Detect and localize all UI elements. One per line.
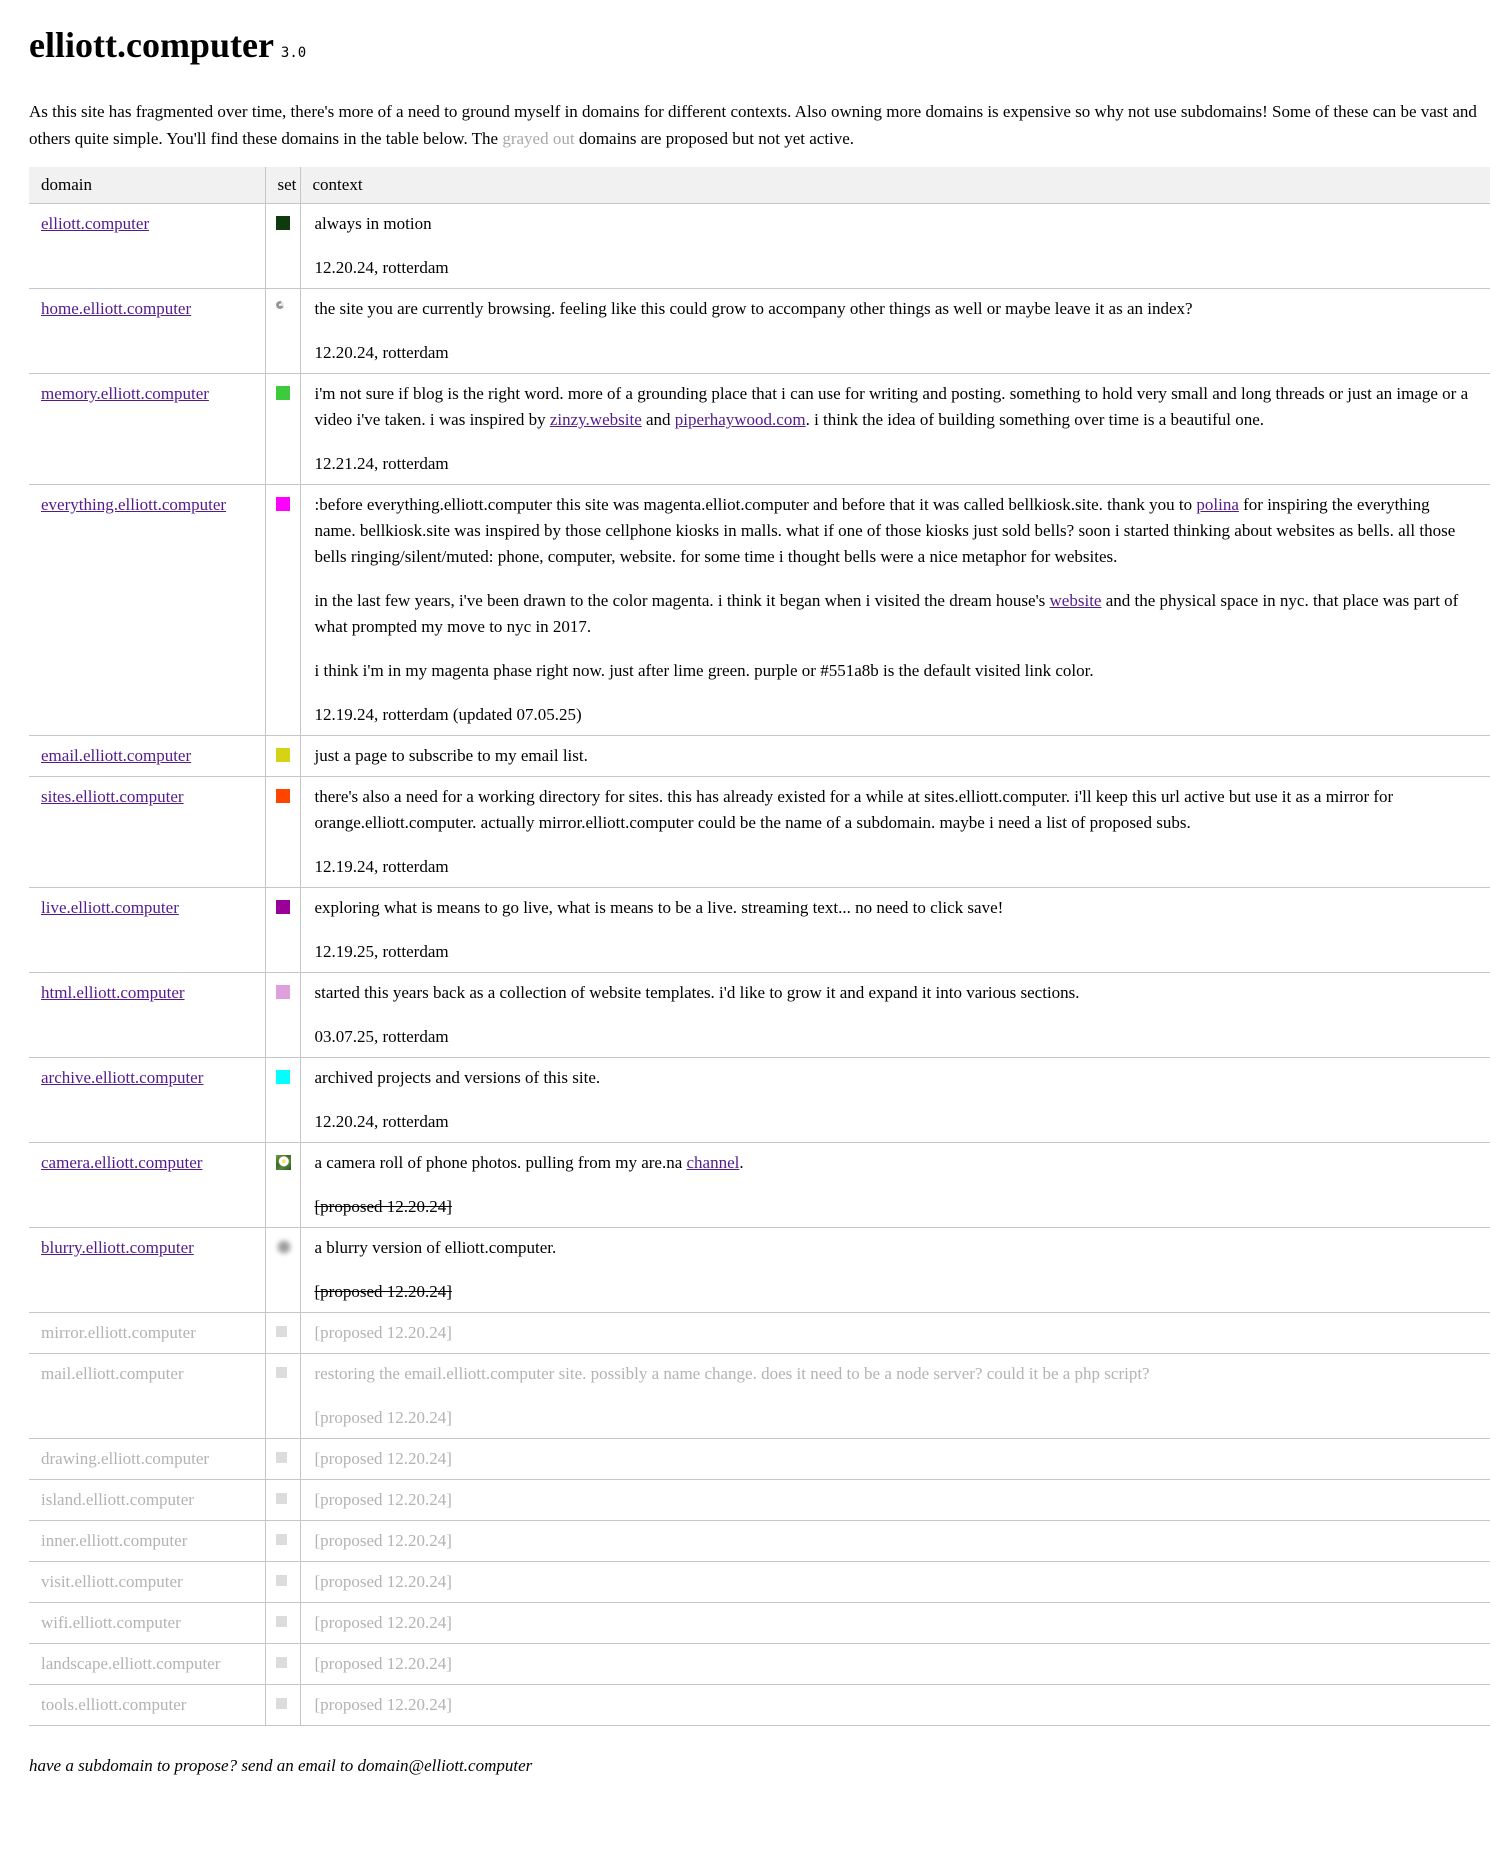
text-span: [proposed 12.20.24] xyxy=(314,1531,452,1551)
text-span: there's also a need for a working directory for sites. this has already existed for a while at sites.elliott.computer. i'll keep this url active but use it as a mirror for orange.elliott.computer. actually mirror.elliott.computer could be the name of a subdomain. maybe i need a list of proposed subs. xyxy=(314,787,1394,833)
text-span: . xyxy=(739,1153,744,1173)
domain-cell xyxy=(29,204,265,289)
context-text xyxy=(315,784,1475,836)
context-text xyxy=(315,1692,1475,1718)
domain-link[interactable]: home.elliott.computer xyxy=(41,299,192,319)
color-swatch-icon xyxy=(276,497,290,511)
text-span: 12.20.24, rotterdam xyxy=(314,343,449,363)
text-span: [proposed 12.20.24] xyxy=(314,1695,452,1715)
site-name: elliott.computer xyxy=(29,25,274,65)
set-cell xyxy=(265,1354,300,1439)
context-text xyxy=(315,296,1475,322)
context-cell xyxy=(300,777,1490,888)
text-span: restoring the email.elliott.computer site. possibly a name change. does it need to be a node server? could it be a php script? xyxy=(314,1364,1150,1384)
proposed-domain-label: drawing.elliott.computer xyxy=(41,1449,210,1469)
context-cell xyxy=(300,1644,1490,1685)
version-label: 3.0 xyxy=(280,45,307,61)
context-text xyxy=(315,1528,1475,1554)
domain-cell xyxy=(29,1058,265,1143)
text-span: and the physical space in nyc. that place was part of what prompted my move to nyc in 2017. xyxy=(314,591,1459,637)
set-cell xyxy=(265,1143,300,1228)
proposed-domain-label: mail.elliott.computer xyxy=(41,1364,184,1384)
context-text xyxy=(315,743,1475,769)
context-text xyxy=(315,1024,1475,1050)
domain-cell xyxy=(29,1439,265,1480)
table-row xyxy=(29,485,1490,736)
context-text xyxy=(315,1446,1475,1472)
context-cell xyxy=(300,1521,1490,1562)
proposed-domain-label: wifi.elliott.computer xyxy=(41,1613,181,1633)
text-span: 12.20.24, rotterdam xyxy=(314,1112,449,1132)
context-text xyxy=(315,1361,1475,1387)
context-cell xyxy=(300,1685,1490,1726)
set-cell xyxy=(265,1521,300,1562)
text-span: [proposed 12.20.24] xyxy=(314,1613,452,1633)
context-cell xyxy=(300,289,1490,374)
text-span: domains are proposed but not yet active. xyxy=(574,129,855,149)
context-text xyxy=(315,1405,1475,1431)
domain-link[interactable]: everything.elliott.computer xyxy=(41,495,227,515)
text-span: [proposed 12.20.24] xyxy=(314,1323,452,1343)
page-title xyxy=(29,24,1490,67)
table-row xyxy=(29,374,1490,485)
text-span: for inspiring the everything name. bellkiosk.site was inspired by those cellphone kiosks in malls. what if one of those kiosks just sold bells? soon i started thinking about websites as bells. all those bells ringing/silent/muted: phone, computer, website. for some time i thought bells were a nice metaphor for websites. xyxy=(314,495,1456,567)
color-swatch-icon xyxy=(276,900,290,914)
context-text xyxy=(315,939,1475,965)
text-span: [proposed 12.20.24] xyxy=(314,1490,452,1510)
domain-link[interactable]: email.elliott.computer xyxy=(41,746,192,766)
table-row xyxy=(29,1313,1490,1354)
context-cell xyxy=(300,1603,1490,1644)
context-cell xyxy=(300,973,1490,1058)
text-span: As this site has fragmented over time, there's more of a need to ground myself in domains for different contexts. Also owning more domains is expensive so why not use subdomains! Some of these can be vast and others quite simple. You'll find these domains in the table below. The xyxy=(29,102,1477,149)
text-span: always in motion xyxy=(314,214,432,234)
context-text xyxy=(315,702,1475,728)
color-swatch-icon xyxy=(276,386,290,400)
color-swatch-icon xyxy=(276,1698,287,1709)
grayed-out-sample: grayed out xyxy=(502,129,575,149)
domain-link[interactable]: elliott.computer xyxy=(41,214,150,234)
domain-link[interactable]: sites.elliott.computer xyxy=(41,787,184,807)
context-cell xyxy=(300,736,1490,777)
text-span: . i think the idea of building something over time is a beautiful one. xyxy=(805,410,1264,430)
proposed-domain-label: visit.elliott.computer xyxy=(41,1572,183,1592)
table-row xyxy=(29,973,1490,1058)
proposed-domain-label: inner.elliott.computer xyxy=(41,1531,188,1551)
domain-link[interactable]: archive.elliott.computer xyxy=(41,1068,204,1088)
inline-link[interactable]: website xyxy=(1049,591,1102,611)
context-text xyxy=(315,255,1475,281)
table-header-row xyxy=(29,167,1490,204)
color-swatch-icon xyxy=(276,1575,287,1586)
table-row xyxy=(29,1603,1490,1644)
set-cell xyxy=(265,289,300,374)
set-cell xyxy=(265,1603,300,1644)
color-swatch-icon xyxy=(276,1534,287,1545)
context-cell xyxy=(300,1143,1490,1228)
text-span: a camera roll of phone photos. pulling from my are.na xyxy=(314,1153,687,1173)
context-text xyxy=(315,1320,1475,1346)
table-row xyxy=(29,888,1490,973)
domain-cell xyxy=(29,1480,265,1521)
domain-cell xyxy=(29,1354,265,1439)
proposed-domain-label: mirror.elliott.computer xyxy=(41,1323,196,1343)
text-span: the site you are currently browsing. feeling like this could grow to accompany other things as well or maybe leave it as an index? xyxy=(314,299,1193,319)
color-swatch-icon xyxy=(276,789,290,803)
domain-link[interactable]: html.elliott.computer xyxy=(41,983,185,1003)
context-text xyxy=(315,1487,1475,1513)
inline-link[interactable]: zinzy.website xyxy=(549,410,642,430)
blurry-dot-icon xyxy=(276,1239,292,1255)
context-cell xyxy=(300,1228,1490,1313)
context-text xyxy=(315,1109,1475,1135)
table-row xyxy=(29,1354,1490,1439)
text-span: 03.07.25, rotterdam xyxy=(314,1027,449,1047)
context-text xyxy=(315,588,1475,640)
color-swatch-icon xyxy=(276,1493,287,1504)
column-header-set: set xyxy=(265,167,300,204)
context-cell xyxy=(300,1058,1490,1143)
domain-cell xyxy=(29,1644,265,1685)
color-swatch-icon xyxy=(276,1657,287,1668)
table-row xyxy=(29,1058,1490,1143)
flower-photo-icon xyxy=(276,1155,291,1170)
domain-cell xyxy=(29,888,265,973)
text-span: 12.19.25, rotterdam xyxy=(314,942,449,962)
color-swatch-icon xyxy=(276,1616,287,1627)
context-text xyxy=(315,658,1475,684)
table-row xyxy=(29,736,1490,777)
column-header-domain: domain xyxy=(29,167,265,204)
domain-cell xyxy=(29,1603,265,1644)
color-swatch-icon xyxy=(276,1070,290,1084)
text-span: [proposed 12.20.24] xyxy=(314,1654,452,1674)
domain-cell xyxy=(29,374,265,485)
table-row xyxy=(29,1143,1490,1228)
color-swatch-icon xyxy=(276,1367,287,1378)
domain-cell xyxy=(29,736,265,777)
proposed-domain-label: landscape.elliott.computer xyxy=(41,1654,221,1674)
set-cell xyxy=(265,1480,300,1521)
inline-link[interactable]: polina xyxy=(1196,495,1239,515)
context-text xyxy=(315,211,1475,237)
table-row xyxy=(29,777,1490,888)
proposed-stamp xyxy=(315,1194,1475,1220)
context-cell xyxy=(300,204,1490,289)
text-span: started this years back as a collection of website templates. i'd like to grow it and expand it into various sections. xyxy=(314,983,1080,1003)
set-cell xyxy=(265,485,300,736)
domain-cell xyxy=(29,1313,265,1354)
set-cell xyxy=(265,1313,300,1354)
text-span: i'm not sure if blog is the right word. more of a grounding place that i can use for writing and posting. something to hold very small and long threads or just an image or a video i've taken. i was inspired by xyxy=(314,384,1469,430)
domain-cell xyxy=(29,1228,265,1313)
inline-link[interactable]: piperhaywood.com xyxy=(674,410,806,430)
context-text xyxy=(315,1610,1475,1636)
context-cell xyxy=(300,888,1490,973)
text-span: i think i'm in my magenta phase right now. just after lime green. purple or #551a8b is the default visited link color. xyxy=(314,661,1094,681)
text-span: archived projects and versions of this site. xyxy=(314,1068,601,1088)
color-swatch-icon xyxy=(276,1326,287,1337)
table-row xyxy=(29,1562,1490,1603)
domain-cell xyxy=(29,1521,265,1562)
domain-cell xyxy=(29,1143,265,1228)
domain-cell xyxy=(29,485,265,736)
domains-table xyxy=(29,167,1490,1726)
text-span: exploring what is means to go live, what is means to be a live. streaming text... no need to click save! xyxy=(314,898,1004,918)
set-cell xyxy=(265,204,300,289)
context-cell xyxy=(300,1439,1490,1480)
domain-cell xyxy=(29,289,265,374)
table-row xyxy=(29,289,1490,374)
text-span: [proposed 12.20.24] xyxy=(314,1449,452,1469)
context-cell xyxy=(300,374,1490,485)
text-span: 12.19.24, rotterdam xyxy=(314,857,449,877)
domain-link[interactable]: camera.elliott.computer xyxy=(41,1153,203,1173)
table-row xyxy=(29,1480,1490,1521)
context-text xyxy=(315,1235,1475,1261)
footer-note: have a subdomain to propose? send an email to domain@elliott.computer xyxy=(29,1756,533,1776)
text-span: 12.19.24, rotterdam (updated 07.05.25) xyxy=(314,705,582,725)
context-text xyxy=(315,381,1475,433)
table-row xyxy=(29,1521,1490,1562)
context-cell xyxy=(300,1354,1490,1439)
context-text xyxy=(315,340,1475,366)
context-text xyxy=(315,1569,1475,1595)
proposed-domain-label: island.elliott.computer xyxy=(41,1490,194,1510)
set-cell xyxy=(265,1644,300,1685)
domain-link[interactable]: live.elliott.computer xyxy=(41,898,179,918)
table-row xyxy=(29,1228,1490,1313)
set-cell xyxy=(265,736,300,777)
set-cell xyxy=(265,973,300,1058)
intro-text xyxy=(29,98,1481,152)
text-span: just a page to subscribe to my email list. xyxy=(314,746,588,766)
set-cell xyxy=(265,1685,300,1726)
set-cell xyxy=(265,777,300,888)
context-text xyxy=(315,1065,1475,1091)
text-span: [proposed 12.20.24] xyxy=(314,1197,452,1217)
table-row xyxy=(29,1439,1490,1480)
table-row xyxy=(29,1685,1490,1726)
context-text xyxy=(315,1150,1475,1176)
domain-cell xyxy=(29,777,265,888)
domain-cell xyxy=(29,1685,265,1726)
context-text xyxy=(315,854,1475,880)
text-span: and xyxy=(641,410,675,430)
text-span: in the last few years, i've been drawn to the color magenta. i think it began when i visited the dream house's xyxy=(314,591,1050,611)
context-cell xyxy=(300,1313,1490,1354)
domain-link[interactable]: blurry.elliott.computer xyxy=(41,1238,194,1258)
text-span: a blurry version of elliott.computer. xyxy=(314,1238,557,1258)
domain-cell xyxy=(29,973,265,1058)
set-cell xyxy=(265,1562,300,1603)
proposed-domain-label: tools.elliott.computer xyxy=(41,1695,187,1715)
context-cell xyxy=(300,1562,1490,1603)
proposed-stamp xyxy=(315,1279,1475,1305)
inline-link[interactable]: channel xyxy=(686,1153,740,1173)
table-row xyxy=(29,204,1490,289)
set-cell xyxy=(265,1058,300,1143)
loading-spinner-icon xyxy=(274,300,284,310)
color-swatch-icon xyxy=(276,985,290,999)
domain-link[interactable]: memory.elliott.computer xyxy=(41,384,209,404)
context-text xyxy=(315,895,1475,921)
set-cell xyxy=(265,888,300,973)
set-cell xyxy=(265,374,300,485)
context-text xyxy=(315,980,1475,1006)
text-span: [proposed 12.20.24] xyxy=(314,1408,452,1428)
context-cell xyxy=(300,1480,1490,1521)
text-span: [proposed 12.20.24] xyxy=(314,1572,452,1592)
context-text xyxy=(315,451,1475,477)
table-row xyxy=(29,1644,1490,1685)
color-swatch-icon xyxy=(276,748,290,762)
text-span: 12.21.24, rotterdam xyxy=(314,454,449,474)
domain-cell xyxy=(29,1562,265,1603)
text-span: [proposed 12.20.24] xyxy=(314,1282,452,1302)
color-swatch-icon xyxy=(276,216,290,230)
column-header-context: context xyxy=(300,167,1490,204)
context-text xyxy=(315,492,1475,570)
color-swatch-icon xyxy=(276,1452,287,1463)
set-cell xyxy=(265,1439,300,1480)
context-text xyxy=(315,1651,1475,1677)
context-cell xyxy=(300,485,1490,736)
text-span: :before everything.elliott.computer this site was magenta.elliot.computer and before that it was called bellkiosk.site. thank you to xyxy=(314,495,1197,515)
set-cell xyxy=(265,1228,300,1313)
text-span: 12.20.24, rotterdam xyxy=(314,258,449,278)
